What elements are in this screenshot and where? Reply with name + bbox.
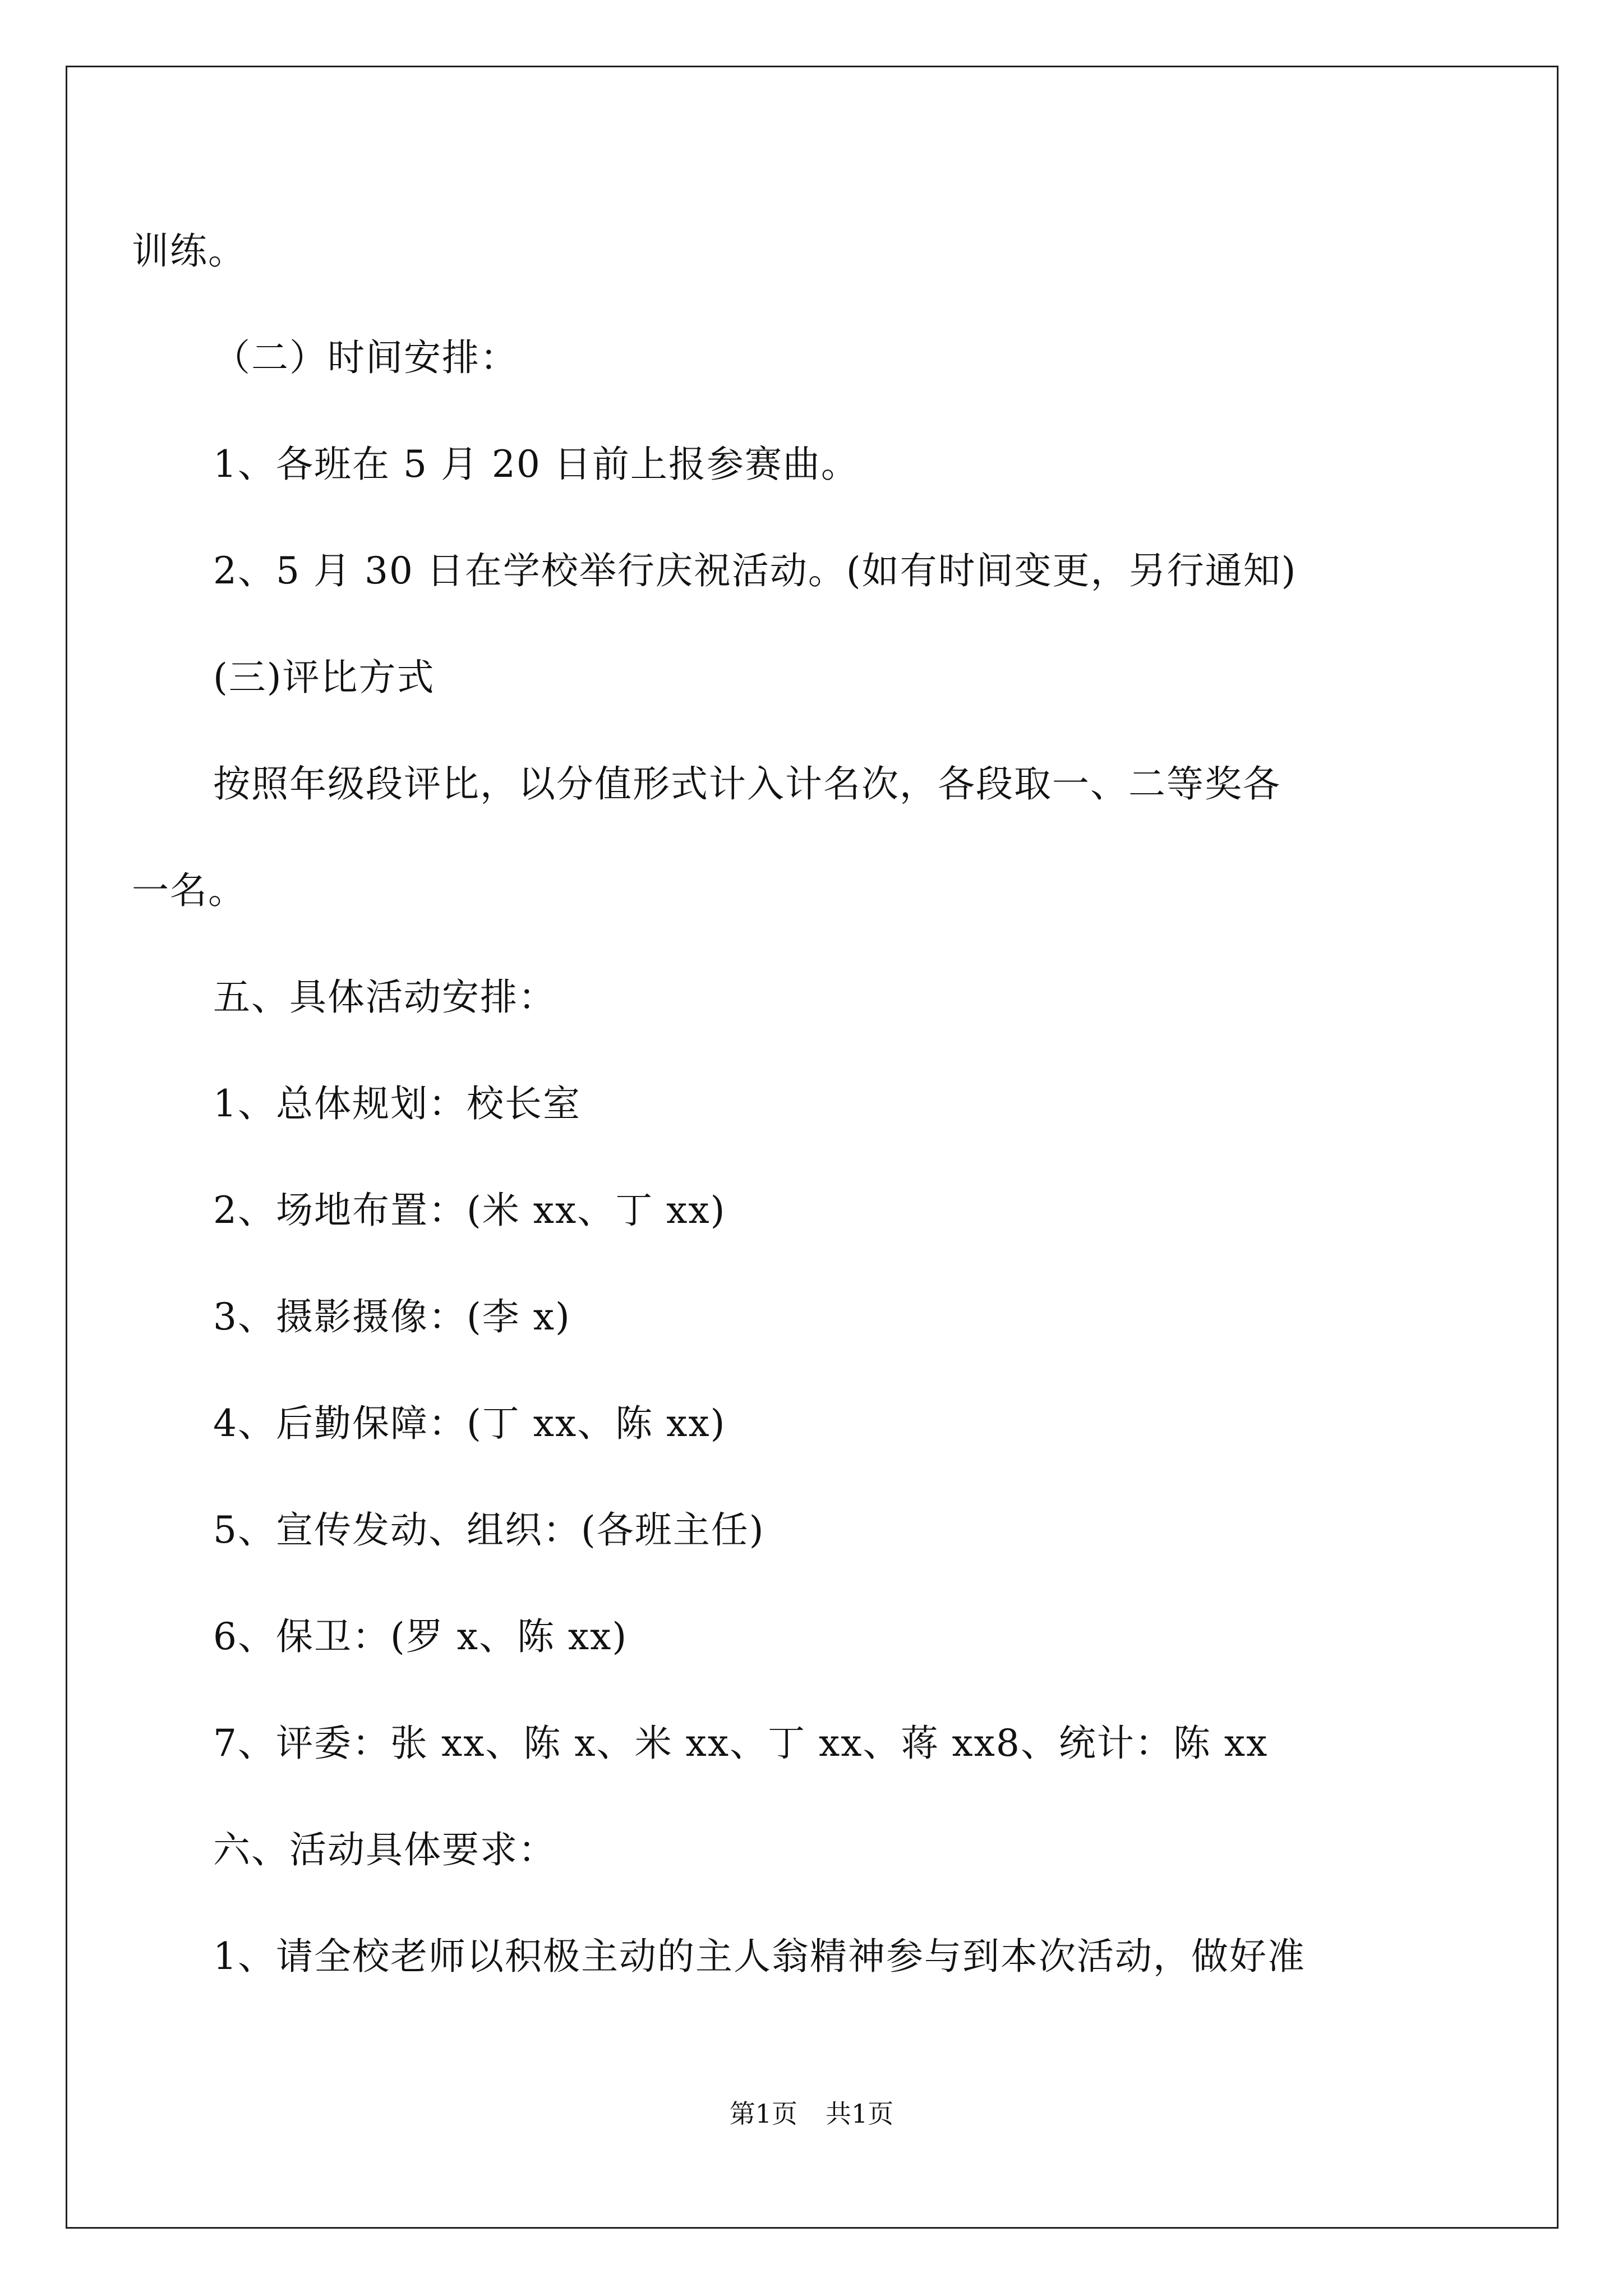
section-heading: 五、具体活动安排： [213, 976, 556, 1019]
list-item: 3、摄影摄像：(李 x) [213, 1295, 571, 1338]
list-item: 2、场地布置：(米 xx、丁 xx) [213, 1189, 726, 1232]
list-item: 1、总体规划：校长室 [213, 1082, 581, 1125]
section-heading: 六、活动具体要求： [213, 1828, 556, 1871]
page-number: 第1页 [729, 2099, 797, 2129]
text-line: (三)评比方式 [213, 656, 435, 699]
list-item: 1、请全校老师以积极主动的主人翁精神参与到本次活动，做好准 [213, 1935, 1306, 1978]
list-item: 4、后勤保障：(丁 xx、陈 xx) [213, 1402, 726, 1445]
text-line: 1、各班在 5 月 20 日前上报参赛曲。 [213, 443, 859, 486]
list-item: 5、宣传发动、组织：(各班主任) [213, 1508, 765, 1552]
page-footer [0, 2097, 1623, 2131]
text-line: 按照年级段评比，以分值形式计入计名次，各段取一、二等奖各 [213, 762, 1281, 806]
list-item: 7、评委：张 xx、陈 x、米 xx、丁 xx、蒋 xx8、统计：陈 xx [213, 1722, 1269, 1765]
text-line: （二）时间安排： [213, 336, 518, 379]
text-line: 一名。 [132, 869, 246, 912]
page-total: 共1页 [826, 2099, 894, 2129]
list-item: 6、保卫：(罗 x、陈 xx) [213, 1615, 628, 1658]
text-line: 训练。 [132, 229, 246, 273]
text-line: 2、5 月 30 日在学校举行庆祝活动。(如有时间变更，另行通知) [213, 549, 1297, 592]
page-border [66, 66, 1559, 2229]
